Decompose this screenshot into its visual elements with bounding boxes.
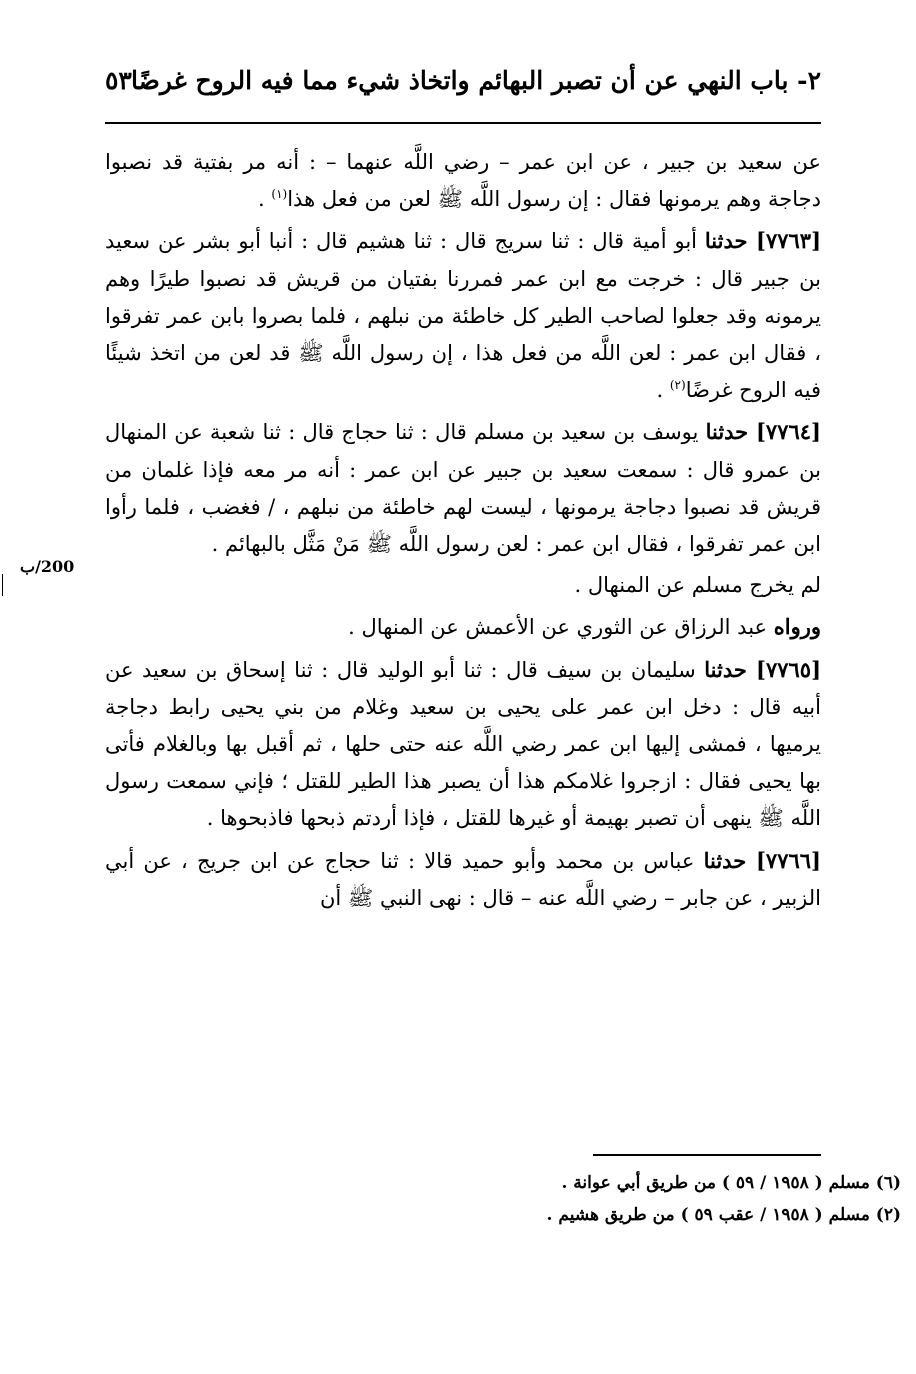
footnotes [105,1167,901,1231]
paragraph-1: عن سعيد بن جبير ، عن ابن عمر – رضي اللَّه عنهما – : أنه مر بفتية قد نصبوا دجاجة وهم يرمونها فقال : إن رسول اللَّه ﷺ لعن من فعل هذا$^{(١)}$ . [105,150,821,212]
footnote-ref-2: (٢) [669,378,686,393]
manuscript-folio-note: 200/ب [20,557,75,576]
footnote-1: (٦) مسلم ( ١٩٥٨ / ٥٩ ) من طريق أبي عوانة . [561,1173,901,1193]
page-number: ٥٣ [105,66,132,95]
note-abdurrazzaq: ورواه عبد الرزاق عن الثوري عن الأعمش عن المنهال . [348,614,821,640]
chapter-title: ٢- باب النهي عن أن تصبر البهائم واتخاذ شيء مما فيه الروح غرضًا [131,66,821,95]
hadith-7765: [٧٧٦٥] حدثنا سليمان بن سيف قال : ثنا أبو الوليد قال : ثنا إسحاق بن سعيد عن أبيه قال : دخل ابن عمر على يحيى بن سعيد وغلام من بني يحيى رابط دجاجة يرميها ، فمشى إليها ابن عمر رضي اللَّه عنه حتى حلها ، ثم أقبل بها وبالغلام فأتى بها يحيى فقال : ازجروا غلامكم هذا أن يصبر هذا الطير للقتل ؛ فإني سمعت رسول اللَّه ﷺ ينهى أن تصبر بهيمة أو غيرها للقتل ، فإذا أردتم ذبحها فاذبحوها . [105,656,821,831]
hadith-7763: [٧٧٦٣] حدثنا أبو أمية قال : ثنا سريج قال : ثنا هشيم قال : أنبا أبو بشر عن سعيد بن جبير قال : خرجت مع ابن عمر فمررنا بفتيان من قريش قد نصبوا طيرًا وهم يرمونه وقد جعلوا لصاحب الطير كل خاطئة من نبلهم ، فلما بصروا بابن عمر تفرقوا ، فقال ابن عمر : لعن اللَّه من فعل هذا ، إن رسول اللَّه ﷺ قد لعن من اتخذ شيئًا فيه الروح غرضًا$^{(٢)}$ . [105,228,821,403]
hadith-7766: [٧٧٦٦] حدثنا عباس بن محمد وأبو حميد قالا : ثنا حجاج عن ابن جريج ، عن أبي الزبير ، عن جابر – رضي اللَّه عنه – قال : نهى النبي ﷺ أن [105,847,821,910]
note-muslim: لم يخرج مسلم عن المنهال . [574,573,821,598]
footnote-ref-1: (١) [271,187,288,202]
main-text [105,143,821,921]
margin-tick [2,574,3,596]
page-header [105,60,821,124]
footnote-2: (٢) مسلم ( ١٩٥٨ / عقب ٥٩ ) من طريق هشيم . [546,1205,901,1225]
hadith-7764: [٧٧٦٤] حدثنا يوسف بن سعيد بن مسلم قال : ثنا حجاج قال : ثنا شعبة عن المنهال بن عمرو قال : سمعت سعيد بن جبير عن ابن عمر : أنه مر معه فإذا غلمان من قريش قد نصبوا دجاجة يرمونها ، ليست لهم خاطئة من نبلهم ، / فغضب ، فلما رأوا ابن عمر تفرقوا ، فقال ابن عمر : لعن رسول اللَّه ﷺ مَنْ مَثَّل بالبهائم . [105,419,821,557]
footnote-divider [593,1154,821,1156]
